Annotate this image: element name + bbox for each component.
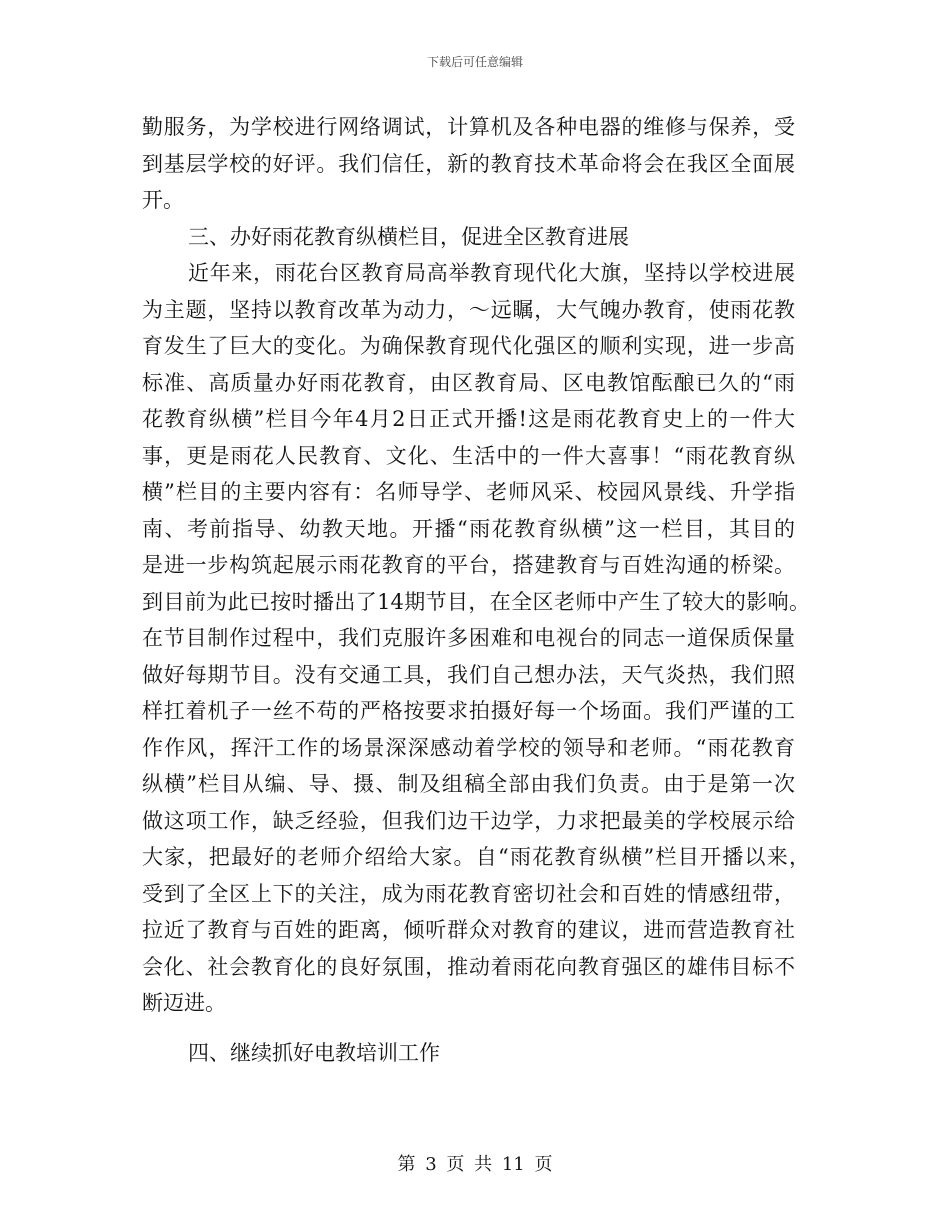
text-line: 做这项工作，缺乏经验，但我们边干边学，力求把最美的学校展示给: [142, 808, 795, 833]
text-line: 纵横”栏目从编、导、摄、制及组稿全部由我们负责。由于是第一次: [142, 772, 795, 796]
text-line: 断迈进。: [142, 991, 226, 1015]
section-heading: 四、继续抓好电教培训工作: [188, 1041, 440, 1065]
text-line: 勤服务，为学校进行网络调试，计算机及各种电器的维修与保养，受: [142, 115, 795, 139]
text-line: 到基层学校的好评。我们信任，新的教育技术革命将会在我区全面展: [142, 151, 795, 176]
text-line: 是进一步构筑起展示雨花教育的平台，搭建教育与百姓沟通的桥梁。: [142, 553, 795, 577]
text-line: 做好每期节目。没有交通工具，我们自己想办法，天气炎热，我们照: [142, 662, 795, 687]
text-line: 大家，把最好的老师介绍给大家。自“雨花教育纵横”栏目开播以来，: [142, 845, 810, 869]
text-line: 横”栏目的主要内容有：名师导学、老师风采、校园风景线、升学指: [142, 480, 795, 504]
text-line: 近年来，雨花台区教育局高举教育现代化大旗，坚持以学校进展: [188, 261, 795, 285]
text-line: 育发生了巨大的变化。为确保教育现代化强区的顺利实现，进一步高: [142, 334, 795, 358]
text-line: 为主题，坚持以教育改革为动力，～远瞩，大气魄办教育，使雨花教: [142, 297, 795, 322]
text-line: 作作风，挥汗工作的场景深深感动着学校的领导和老师。“雨花教育: [142, 735, 795, 760]
text-line: 会化、社会教育化的良好氛围，推动着雨花向教育强区的雄伟目标不: [142, 954, 795, 979]
page-header-note: 下载后可任意编辑: [426, 55, 523, 69]
text-line: 开。: [142, 188, 184, 212]
text-line: 花教育纵横”栏目今年4月2日正式开播!这是雨花教育史上的一件大: [142, 407, 795, 431]
page-footer: 第 3 页 共 11 页: [397, 1154, 553, 1175]
text-line: 到目前为此已按时播出了14期节目，在全区老师中产生了较大的影响。: [142, 589, 810, 614]
body-text: [142, 109, 810, 1072]
text-line: 南、考前指导、幼教天地。开播“雨花教育纵横”这一栏目，其目的: [142, 516, 795, 541]
text-line: 样扛着机子一丝不苟的严格按要求拍摄好每一个场面。我们严谨的工: [142, 699, 795, 723]
text-line: 拉近了教育与百姓的距离，倾听群众对教育的建议，进而营造教育社: [142, 918, 795, 942]
text-line: 受到了全区上下的关注，成为雨花教育密切社会和百姓的情感纽带，: [142, 881, 795, 906]
section-heading: 三、办好雨花教育纵横栏目，促进全区教育进展: [188, 224, 629, 249]
text-line: 标准、高质量办好雨花教育，由区教育局、区电教馆酝酿已久的“雨: [142, 370, 795, 395]
text-line: 事，更是雨花人民教育、文化、生活中的一件大喜事！“雨花教育纵: [142, 443, 795, 468]
text-line: 在节目制作过程中，我们克服许多困难和电视台的同志一道保质保量: [142, 626, 795, 650]
